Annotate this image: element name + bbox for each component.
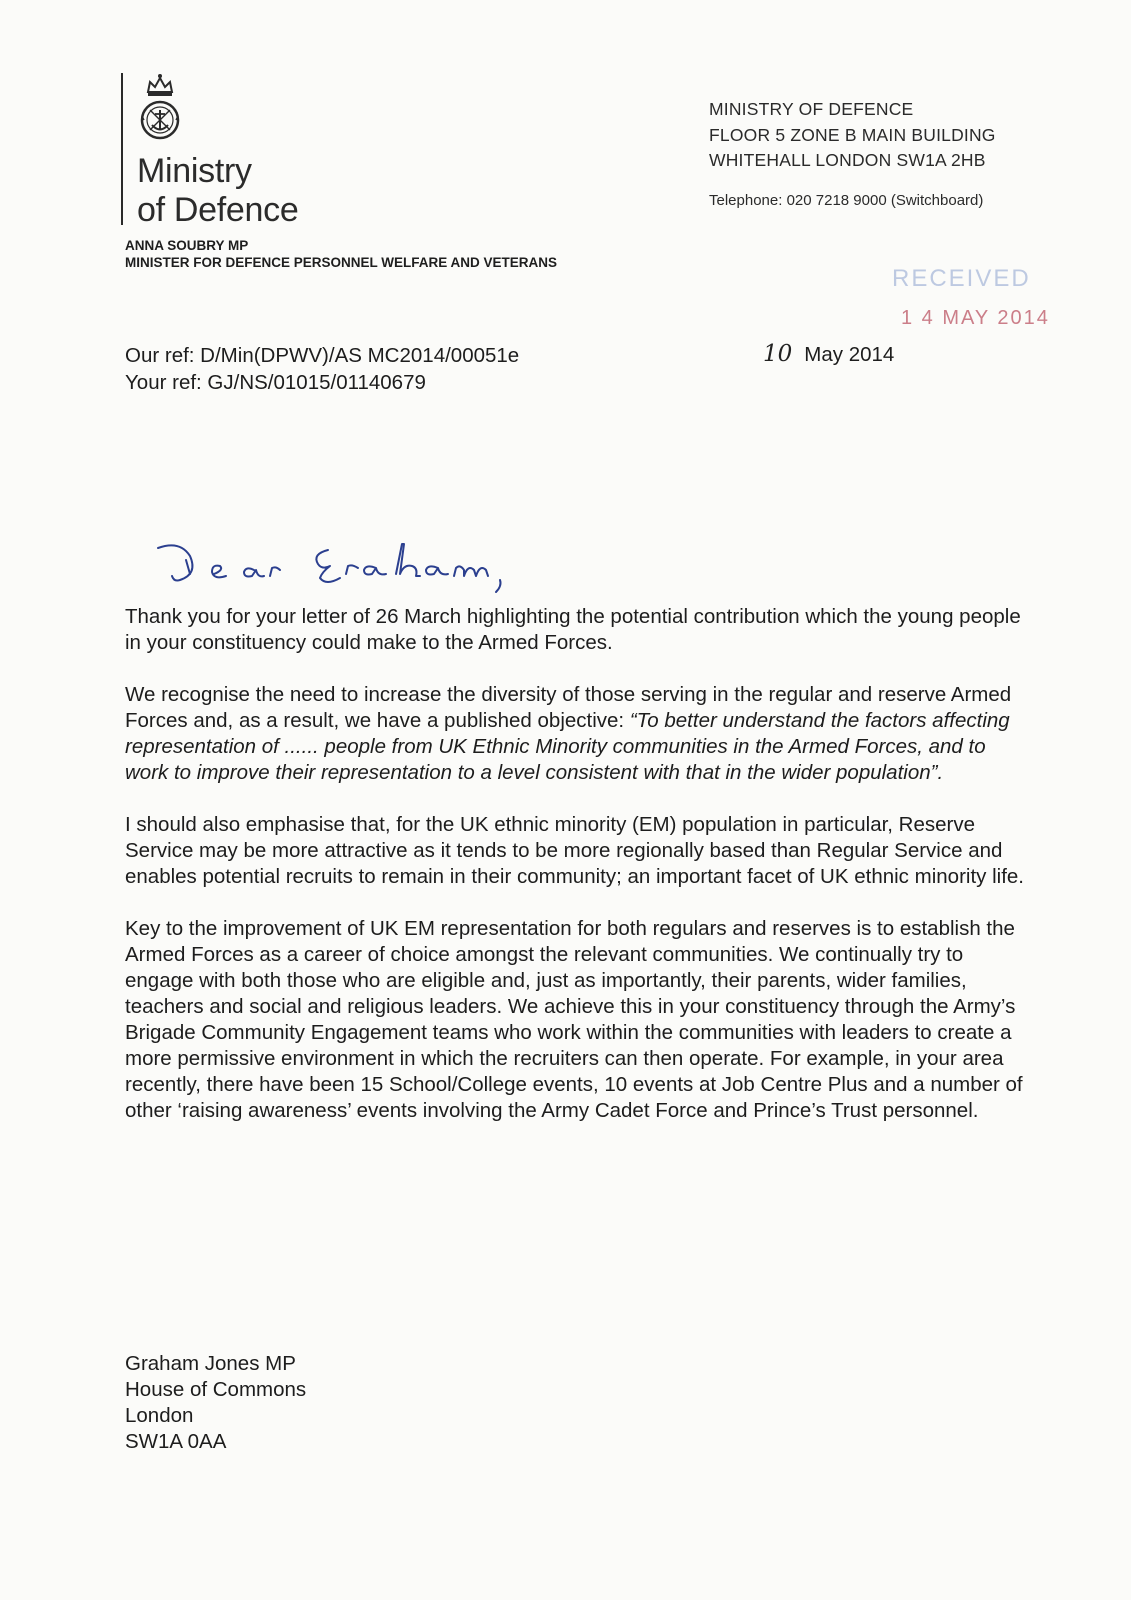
organisation-name-line2: of Defence — [137, 191, 299, 229]
letter-date — [763, 341, 894, 367]
minister-name: ANNA SOUBRY MP — [125, 238, 249, 253]
recipient-address-line: London — [125, 1404, 194, 1427]
received-stamp-date: 1 4 MAY 2014 — [901, 307, 1050, 329]
body-paragraph-4: Key to the improvement of UK EM representation for both regulars and reserves is to establish the Armed Forces as a career of choice amongst the relevant communities. We continually try to engage with both those who are eligible and, just as importantly, their parents, wider families, teachers and social and religious leaders. We achieve this in your constituency through the Army’s Brigade Community Engagement teams who work within the communities with leaders to create a more permissive environment in which the recruiters can then operate. For example, in your area recently, there have been 15 School/College events, 10 events at Job Centre Plus and a number of other ‘raising awareness’ events involving the Army Cadet Force and Prince’s Trust personnel. — [125, 917, 1023, 1122]
your-reference: Your ref: GJ/NS/01015/01140679 — [125, 371, 426, 394]
organisation-name-line1: Ministry — [137, 152, 252, 190]
body-paragraph-2-quote: “To better understand the factors affecting representation of ...... people from UK Ethnic Minority communities in the Armed Forces, and to work to improve their representation to a level consistent with that in the wider population”. — [125, 709, 1010, 784]
royal-crest-icon — [132, 70, 188, 150]
sender-address — [709, 97, 996, 174]
our-reference: Our ref: D/Min(DPWV)/AS MC2014/00051e — [125, 344, 520, 367]
sender-address-line: MINISTRY OF DEFENCE — [709, 99, 914, 119]
telephone-line: Telephone: 020 7218 9000 (Switchboard) — [709, 192, 984, 209]
salutation-text: Dear Graham, — [150, 597, 163, 599]
organisation-name — [137, 152, 298, 230]
sender-address-line: WHITEHALL LONDON SW1A 2HB — [709, 150, 986, 170]
minister-block — [125, 237, 557, 271]
recipient-address-line: House of Commons — [125, 1378, 307, 1401]
minister-title: MINISTER FOR DEFENCE PERSONNEL WELFARE AND VETERANS — [125, 255, 558, 270]
recipient-postcode: SW1A 0AA — [125, 1430, 227, 1453]
body-paragraph-3: I should also emphasise that, for the UK ethnic minority (EM) population in particular, Reserve Service may be more attractive as it tends to be more regionally based than Regular Service and enables potential recruits to remain in their community; an important facet of UK ethnic minority life. — [125, 813, 1024, 888]
letterhead-rule — [121, 73, 123, 225]
letter-date-day: 10 — [763, 341, 793, 367]
handwritten-salutation — [150, 530, 570, 600]
recipient-name: Graham Jones MP — [125, 1352, 296, 1375]
reference-block — [125, 342, 519, 396]
sender-address-line: FLOOR 5 ZONE B MAIN BUILDING — [709, 124, 996, 145]
body-paragraph-2 — [125, 682, 1025, 786]
body-paragraph-2-intro: We recognise the need to increase the diversity of those serving in the regular and reserve Armed Forces and, as a result, we have a published objective: — [125, 683, 1012, 732]
letter-date-month-year: May 2014 — [804, 343, 895, 366]
body-paragraph-1: Thank you for your letter of 26 March highlighting the potential contribution which the young people in your constituency could make to the Armed Forces. — [125, 605, 1021, 654]
recipient-address — [125, 1351, 306, 1455]
received-stamp: RECEIVED — [892, 265, 1031, 292]
letter-body — [125, 604, 1025, 1150]
